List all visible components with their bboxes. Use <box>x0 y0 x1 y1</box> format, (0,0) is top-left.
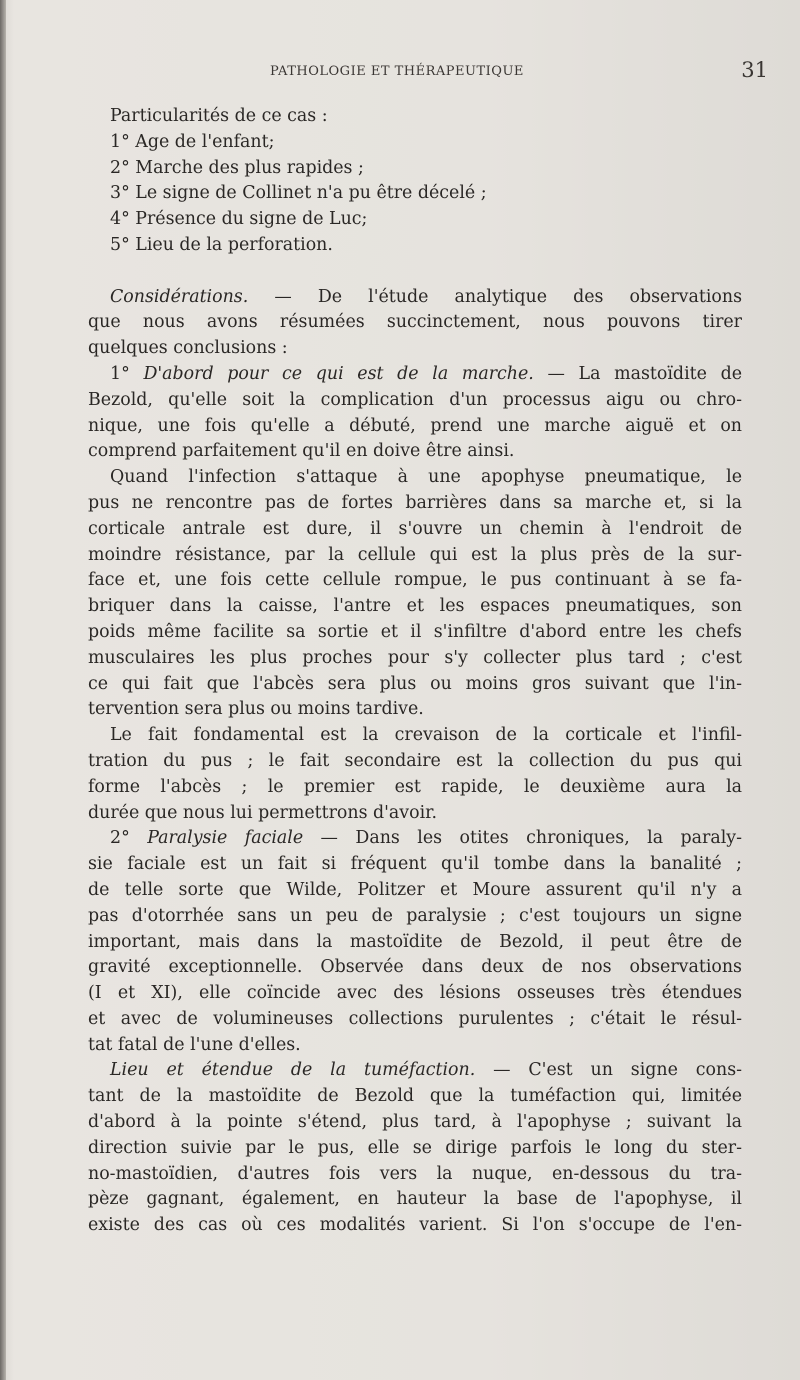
body-text <box>88 104 742 1239</box>
text-line <box>88 259 742 285</box>
line-text: — La mastoïdite de <box>533 363 743 384</box>
text-line <box>88 826 742 852</box>
text-line <box>88 517 742 543</box>
line-text: Le fait fondamental est la crevaison de la corticale et l'infil- <box>110 725 742 746</box>
text-line <box>88 181 742 207</box>
text-line <box>88 414 742 440</box>
line-text: 1° Age de l'enfant; <box>110 131 275 152</box>
text-line <box>88 697 742 723</box>
line-text: no-mastoïdien, d'autres fois vers la nuque, en-dessous du tra- <box>88 1163 742 1184</box>
text-line <box>88 491 742 517</box>
line-text: quelques conclusions : <box>88 338 288 359</box>
line-text: tat fatal de l'une d'elles. <box>88 1034 301 1055</box>
text-line <box>88 801 742 827</box>
line-text: tant de la mastoïdite de Bezold que la tuméfaction qui, limitée <box>88 1086 742 1107</box>
text-line <box>88 362 742 388</box>
text-line <box>88 646 742 672</box>
line-text: et avec de volumineuses collections purulentes ; c'était le résul- <box>88 1008 742 1029</box>
line-lead: 2° <box>110 828 148 849</box>
line-text: 4° Présence du signe de Luc; <box>110 209 368 230</box>
line-text: pèze gagnant, également, en hauteur la base de l'apophyse, il <box>88 1189 742 1210</box>
line-text: 3° Le signe de Collinet n'a pu être décelé ; <box>110 183 487 204</box>
text-line <box>88 1058 742 1084</box>
text-line <box>88 1213 742 1239</box>
page-header <box>88 58 768 86</box>
line-text: face et, une fois cette cellule rompue, le pus continuant à se fa- <box>88 570 742 591</box>
line-italic-heading: D'abord pour ce qui est de la marche. <box>143 363 534 384</box>
text-line <box>88 749 742 775</box>
line-text: Particularités de ce cas : <box>110 106 328 126</box>
line-text: d'abord à la pointe s'étend, plus tard, à l'apophyse ; suivant la <box>88 1112 742 1133</box>
line-italic-heading: Considérations. <box>110 286 249 307</box>
line-text: pus ne rencontre pas de fortes barrières dans sa marche et, si la <box>88 492 742 513</box>
text-line <box>88 723 742 749</box>
text-line <box>88 568 742 594</box>
text-line <box>88 388 742 414</box>
line-text: durée que nous lui permettrons d'avoir. <box>88 802 438 823</box>
text-line <box>88 207 742 233</box>
line-text: comprend parfaitement qu'il en doive être ainsi. <box>88 441 515 462</box>
text-line <box>88 1136 742 1162</box>
text-line <box>88 336 742 362</box>
line-text: important, mais dans la mastoïdite de Bezold, il peut être de <box>88 931 742 952</box>
text-line <box>88 543 742 569</box>
line-text: — Dans les otites chroniques, la paraly- <box>303 828 742 849</box>
text-line <box>88 620 742 646</box>
text-line <box>88 672 742 698</box>
text-line <box>88 1162 742 1188</box>
text-line <box>88 285 742 311</box>
line-italic-heading: Lieu et étendue de la tuméfaction. <box>110 1060 476 1081</box>
text-line <box>88 233 742 259</box>
line-text: forme l'abcès ; le premier est rapide, le deuxième aura la <box>88 776 742 797</box>
line-text: musculaires les plus proches pour s'y collecter plus tard ; c'est <box>88 647 742 668</box>
text-line <box>88 775 742 801</box>
text-line <box>88 104 742 130</box>
line-text: moindre résistance, par la cellule qui est la plus près de la sur- <box>88 544 742 565</box>
running-head: PATHOLOGIE ET THÉRAPEUTIQUE <box>270 64 524 79</box>
text-line <box>88 852 742 878</box>
line-text: — De l'étude analytique des observations <box>248 286 742 307</box>
page-number: 31 <box>741 58 768 82</box>
line-text: gravité exceptionnelle. Observée dans deux de nos observations <box>88 957 742 978</box>
line-text: tration du pus ; le fait secondaire est la collection du pus qui <box>88 750 742 771</box>
text-line <box>88 1007 742 1033</box>
line-text: de telle sorte que Wilde, Politzer et Moure assurent qu'il n'y a <box>88 879 742 900</box>
line-text: — C'est un signe cons- <box>475 1060 742 1081</box>
line-text: corticale antrale est dure, il s'ouvre un chemin à l'endroit de <box>88 518 742 539</box>
text-line <box>88 878 742 904</box>
line-text: (I et XI), elle coïncide avec des lésions osseuses très étendues <box>88 983 742 1004</box>
line-text: sie faciale est un fait si fréquent qu'il tombe dans la banalité ; <box>88 854 742 875</box>
line-text: Quand l'infection s'attaque à une apophyse pneumatique, le <box>110 467 742 488</box>
line-text: existe des cas où ces modalités varient. Si l'on s'occupe de l'en- <box>88 1215 742 1236</box>
line-text: poids même facilite sa sortie et il s'infiltre d'abord entre les chefs <box>88 621 742 642</box>
line-text: 5° Lieu de la perforation. <box>110 234 333 255</box>
line-text: Bezold, qu'elle soit la complication d'un processus aigu ou chro- <box>88 389 742 410</box>
text-line <box>88 594 742 620</box>
line-text: nique, une fois qu'elle a débuté, prend une marche aiguë et on <box>88 415 742 436</box>
line-lead: 1° <box>110 363 144 384</box>
text-line <box>88 439 742 465</box>
text-line <box>88 930 742 956</box>
text-line <box>88 955 742 981</box>
line-text: 2° Marche des plus rapides ; <box>110 157 364 178</box>
text-line <box>88 156 742 182</box>
line-text: que nous avons résumées succinctement, nous pouvons tirer <box>88 312 742 333</box>
line-italic-heading: Paralysie faciale <box>147 828 304 849</box>
text-line <box>88 1084 742 1110</box>
text-line <box>88 310 742 336</box>
text-line <box>88 1187 742 1213</box>
line-text: pas d'otorrhée sans un peu de paralysie ; c'est toujours un signe <box>88 905 742 926</box>
text-line <box>88 1110 742 1136</box>
text-line <box>88 904 742 930</box>
text-line <box>88 1033 742 1059</box>
page-binding-edge <box>0 0 6 1380</box>
line-text: direction suivie par le pus, elle se dirige parfois le long du ster- <box>88 1137 742 1158</box>
text-line <box>88 465 742 491</box>
line-text: tervention sera plus ou moins tardive. <box>88 699 424 720</box>
line-text: ce qui fait que l'abcès sera plus ou moins gros suivant que l'in- <box>88 673 742 694</box>
line-text: briquer dans la caisse, l'antre et les espaces pneumatiques, son <box>88 596 742 617</box>
text-line <box>88 981 742 1007</box>
text-line <box>88 130 742 156</box>
